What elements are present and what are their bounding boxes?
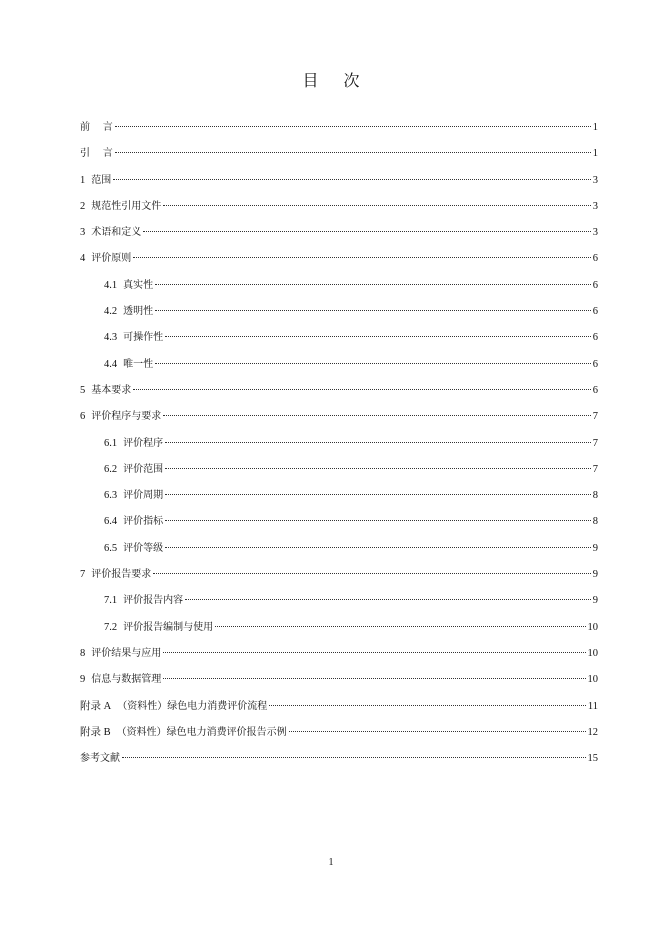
toc-entry-label: 评价程序与要求 — [91, 411, 162, 423]
toc-entry-number: 6.1 — [104, 437, 118, 449]
toc-entry[interactable] — [80, 199, 598, 225]
toc-entry-page: 3 — [592, 200, 598, 212]
toc-leader-dots — [165, 442, 591, 443]
toc-leader-dots — [165, 336, 591, 337]
toc-entry[interactable] — [80, 278, 598, 304]
toc-entry[interactable] — [80, 462, 598, 488]
toc-entry[interactable] — [80, 541, 598, 567]
toc-entry[interactable] — [80, 646, 598, 672]
toc-entry[interactable] — [80, 383, 598, 409]
toc-leader-dots — [163, 652, 585, 653]
toc-leader-dots — [115, 152, 591, 153]
toc-entry[interactable] — [80, 304, 598, 330]
toc-leader-dots — [165, 520, 591, 521]
toc-entry-number: 2 — [80, 200, 86, 212]
toc-entry-label: 评价程序 — [123, 437, 164, 449]
toc-entry-label: （资料性）绿色电力消费评价报告示例 — [116, 726, 287, 738]
toc-leader-dots — [122, 757, 586, 758]
toc-entry-label: 术语和定义 — [91, 227, 142, 239]
toc-entry-number: 9 — [80, 674, 86, 686]
toc-entry-page: 9 — [592, 569, 598, 581]
toc-leader-dots — [163, 415, 591, 416]
toc-entry-label: 评价等级 — [123, 542, 164, 554]
toc-leader-dots — [113, 179, 591, 180]
toc-entry[interactable] — [80, 725, 598, 751]
toc-entry-label: 评价原则 — [91, 253, 132, 265]
toc-entry[interactable] — [80, 488, 598, 514]
toc-entry-label: 评价周期 — [123, 490, 164, 502]
toc-entry-number: 4.3 — [104, 332, 118, 344]
toc-entry-number: 附录 B — [80, 726, 111, 738]
toc-entry-number: 7.2 — [104, 621, 118, 633]
toc-entry[interactable] — [80, 225, 598, 251]
toc-entry[interactable] — [80, 620, 598, 646]
toc-entry[interactable] — [80, 330, 598, 356]
toc-entry-page: 9 — [592, 542, 598, 554]
toc-entry-number: 5 — [80, 384, 86, 396]
toc-entry[interactable] — [80, 146, 598, 172]
toc-leader-dots — [115, 126, 591, 127]
toc-entry-number: 4.4 — [104, 358, 118, 370]
toc-entry-page: 6 — [592, 384, 598, 396]
toc-leader-dots — [165, 494, 591, 495]
toc-entry[interactable] — [80, 751, 598, 777]
toc-entry-page: 3 — [592, 227, 598, 239]
toc-leader-dots — [269, 705, 586, 706]
toc-entry-page: 6 — [592, 332, 598, 344]
toc-entry-page: 8 — [592, 516, 598, 528]
toc-entry-number: 3 — [80, 227, 86, 239]
toc-entry-number: 4.2 — [104, 306, 118, 318]
page-title: 目 次 — [302, 71, 370, 90]
toc-entry-label: 参考文献 — [80, 753, 120, 765]
toc-entry-number: 6 — [80, 411, 86, 423]
toc-entry[interactable] — [80, 357, 598, 383]
toc-entry-label: 规范性引用文件 — [91, 200, 162, 212]
toc-entry-page: 6 — [592, 358, 598, 370]
toc-entry[interactable] — [80, 173, 598, 199]
toc-entry-number: 6.4 — [104, 516, 118, 528]
toc-leader-dots — [163, 205, 591, 206]
toc-entry-number: 6.3 — [104, 490, 118, 502]
toc-leader-dots — [215, 626, 585, 627]
toc-leader-dots — [143, 231, 591, 232]
toc-entry-number: 6.5 — [104, 542, 118, 554]
toc-entry[interactable] — [80, 672, 598, 698]
toc-leader-dots — [155, 310, 591, 311]
toc-leader-dots — [163, 678, 585, 679]
toc-leader-dots — [155, 284, 591, 285]
toc-leader-dots — [165, 468, 591, 469]
toc-leader-dots — [185, 599, 591, 600]
toc-entry-number: 4.1 — [104, 279, 118, 291]
toc-entry-page: 12 — [587, 726, 598, 738]
toc-entry-label: 前 言 — [80, 122, 113, 133]
toc-entry-page: 1 — [592, 148, 598, 160]
toc-entry-label: 引 言 — [80, 148, 113, 160]
toc-entry-label: （资料性）绿色电力消费评价流程 — [117, 700, 268, 712]
toc-entry-number: 4 — [80, 253, 86, 265]
toc-entry-page: 6 — [592, 279, 598, 291]
toc-entry-label: 真实性 — [123, 279, 154, 291]
toc-entry-label: 评价范围 — [123, 463, 164, 475]
toc-entry-number: 附录 A — [80, 700, 112, 712]
toc-entry-number: 8 — [80, 647, 86, 659]
toc-entry-page: 1 — [592, 122, 598, 133]
toc-entry[interactable] — [80, 436, 598, 462]
toc-entry-page: 9 — [592, 595, 598, 607]
toc-entry-page: 7 — [592, 463, 598, 475]
toc-leader-dots — [165, 547, 591, 548]
toc-entry[interactable] — [80, 514, 598, 540]
toc-entry-number: 6.2 — [104, 463, 118, 475]
toc-entry-page: 11 — [587, 700, 598, 712]
toc-entry-page: 7 — [592, 411, 598, 423]
toc-entry[interactable] — [80, 251, 598, 277]
toc-entry-label: 评价报告编制与使用 — [123, 621, 214, 633]
toc-entry-page: 3 — [592, 174, 598, 186]
table-of-contents — [80, 120, 598, 777]
toc-entry-label: 评价结果与应用 — [91, 647, 162, 659]
toc-entry-number: 1 — [80, 174, 86, 186]
toc-entry-page: 6 — [592, 306, 598, 318]
toc-entry-page: 8 — [592, 490, 598, 502]
toc-entry-page: 10 — [587, 674, 598, 686]
toc-leader-dots — [289, 731, 586, 732]
toc-entry-page: 10 — [587, 647, 598, 659]
toc-entry[interactable] — [80, 567, 598, 593]
toc-entry-label: 评价报告内容 — [123, 595, 184, 607]
toc-entry-label: 唯一性 — [123, 358, 154, 370]
toc-leader-dots — [153, 573, 591, 574]
toc-entry[interactable] — [80, 120, 598, 146]
toc-leader-dots — [133, 257, 591, 258]
toc-entry-number: 7 — [80, 569, 86, 581]
toc-entry-page: 10 — [587, 621, 598, 633]
toc-entry-label: 评价报告要求 — [91, 569, 152, 581]
toc-entry-page: 6 — [592, 253, 598, 265]
toc-entry-number: 7.1 — [104, 595, 118, 607]
toc-entry[interactable] — [80, 699, 598, 725]
toc-entry-label: 透明性 — [123, 306, 154, 318]
toc-entry-label: 基本要求 — [91, 384, 132, 396]
toc-entry-label: 范围 — [91, 174, 112, 186]
toc-entry-label: 可操作性 — [123, 332, 164, 344]
toc-leader-dots — [155, 363, 591, 364]
toc-entry-page: 15 — [587, 753, 598, 765]
toc-entry-label: 评价指标 — [123, 516, 164, 528]
toc-entry[interactable] — [80, 409, 598, 435]
toc-entry[interactable] — [80, 593, 598, 619]
toc-entry-label: 信息与数据管理 — [91, 674, 162, 686]
footer-page-number: 1 — [328, 857, 334, 868]
toc-leader-dots — [133, 389, 591, 390]
toc-entry-page: 7 — [592, 437, 598, 449]
